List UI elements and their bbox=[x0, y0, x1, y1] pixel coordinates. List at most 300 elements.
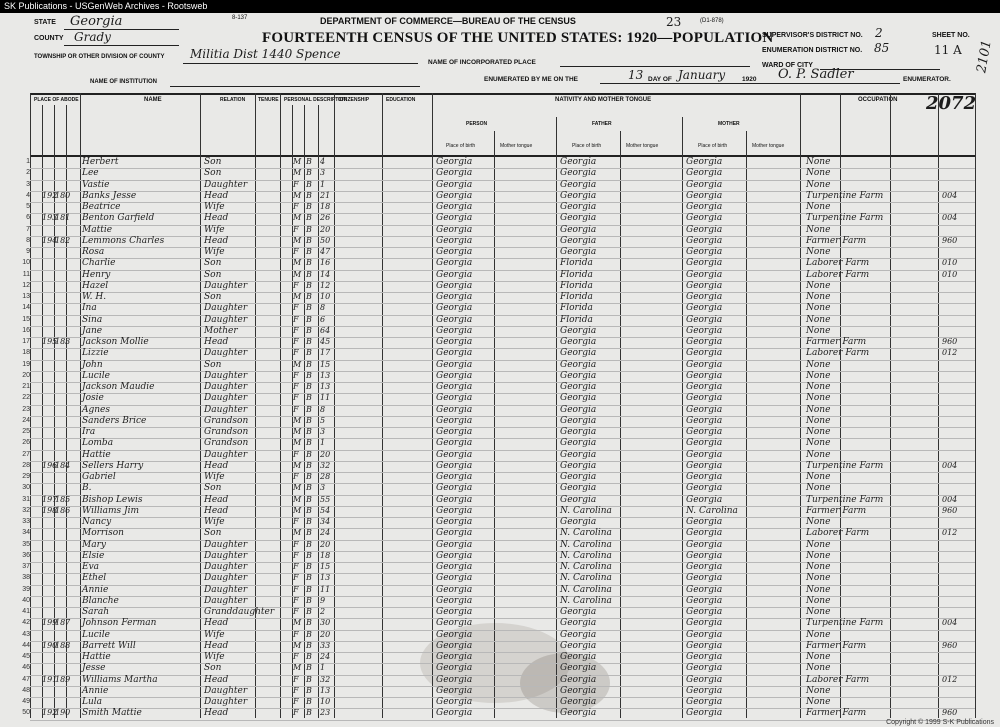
family-number: 185 bbox=[55, 494, 71, 504]
occupation: None bbox=[806, 595, 831, 606]
dwelling-number: 194 bbox=[42, 235, 58, 245]
row-number: 21 bbox=[22, 383, 30, 390]
age: 18 bbox=[320, 202, 331, 211]
occupation: None bbox=[806, 573, 831, 584]
row-number: 17 bbox=[22, 338, 30, 345]
occupation: None bbox=[806, 517, 831, 527]
occupation: Turpentine Farm bbox=[806, 460, 884, 471]
family-number: 181 bbox=[55, 213, 71, 223]
relation: Head bbox=[204, 494, 229, 505]
person-name: Lucile bbox=[82, 370, 110, 381]
col-rule bbox=[30, 93, 31, 718]
relation: Daughter bbox=[204, 539, 248, 550]
mother-birthplace: Georgia bbox=[686, 404, 723, 415]
relation: Head bbox=[204, 708, 229, 719]
occupation: None bbox=[806, 652, 831, 662]
family-number: 183 bbox=[55, 337, 71, 346]
person-birthplace: Georgia bbox=[436, 370, 473, 381]
occupation-code: 012 bbox=[942, 348, 958, 358]
sex: M bbox=[293, 460, 302, 470]
sub-mother-tongue: Mother tongue bbox=[752, 143, 785, 149]
age: 23 bbox=[320, 708, 331, 718]
person-name: Gabriel bbox=[82, 472, 116, 482]
dwelling-number: 195 bbox=[42, 337, 58, 346]
person-birthplace: Georgia bbox=[436, 629, 473, 640]
relation: Son bbox=[204, 292, 222, 302]
row-rule bbox=[30, 585, 975, 586]
person-birthplace: Georgia bbox=[436, 179, 473, 190]
father-birthplace: Georgia bbox=[560, 438, 597, 449]
mother-birthplace: Georgia bbox=[686, 393, 723, 404]
relation: Wife bbox=[204, 247, 225, 257]
mother-birthplace: Georgia bbox=[686, 663, 723, 674]
mother-birthplace: Georgia bbox=[686, 213, 723, 224]
col-rule bbox=[682, 117, 683, 718]
person-birthplace: Georgia bbox=[436, 359, 473, 370]
race: B bbox=[306, 460, 312, 470]
occupation: None bbox=[806, 393, 831, 404]
person-name: Ira bbox=[82, 427, 96, 437]
father-birthplace: Georgia bbox=[560, 652, 597, 662]
mother-birthplace: Georgia bbox=[686, 314, 723, 325]
row-rule bbox=[30, 720, 975, 721]
mother-birthplace: Georgia bbox=[686, 438, 723, 449]
person-birthplace: Georgia bbox=[436, 573, 473, 584]
row-rule bbox=[30, 450, 975, 451]
race: B bbox=[306, 528, 312, 538]
age: 8 bbox=[320, 404, 326, 414]
mother-birthplace: Georgia bbox=[686, 607, 723, 617]
row-number: 4 bbox=[26, 191, 30, 199]
person-name: Smith Mattie bbox=[82, 708, 142, 719]
occupation: None bbox=[806, 292, 831, 302]
row-number: 35 bbox=[22, 540, 30, 548]
person-name: Hattie bbox=[82, 652, 111, 662]
dept-title: DEPARTMENT OF COMMERCE—BUREAU OF THE CENSUS bbox=[320, 16, 576, 26]
institution-label: NAME OF INSTITUTION bbox=[90, 79, 157, 85]
row-rule bbox=[30, 168, 975, 169]
col-rule bbox=[800, 93, 801, 718]
section-tenure: TENURE bbox=[258, 97, 279, 103]
col-rule bbox=[334, 93, 335, 718]
mother-birthplace: Georgia bbox=[686, 179, 723, 190]
person-name: Williams Jim bbox=[82, 505, 140, 516]
enumerated-label: ENUMERATED BY ME ON THE bbox=[484, 76, 579, 83]
age: 16 bbox=[320, 258, 331, 268]
person-birthplace: Georgia bbox=[436, 550, 473, 561]
person-name: John bbox=[82, 359, 103, 370]
occupation: None bbox=[806, 472, 831, 482]
occupation: None bbox=[806, 404, 831, 415]
sex: F bbox=[293, 393, 299, 403]
family-number: 184 bbox=[55, 460, 71, 470]
father-birthplace: Georgia bbox=[560, 404, 597, 415]
row-number: 32 bbox=[22, 506, 30, 514]
race: B bbox=[306, 179, 312, 189]
relation: Head bbox=[204, 460, 229, 471]
row-number: 10 bbox=[22, 259, 30, 267]
section-occupation: OCCUPATION bbox=[858, 97, 898, 103]
age: 50 bbox=[320, 235, 331, 245]
mother-birthplace: Georgia bbox=[686, 303, 723, 314]
row-number: 19 bbox=[22, 360, 30, 368]
occupation: None bbox=[806, 539, 831, 550]
row-number: 28 bbox=[22, 461, 30, 469]
person-birthplace: Georgia bbox=[436, 472, 473, 482]
father-birthplace: Florida bbox=[560, 292, 593, 302]
occupation: None bbox=[806, 415, 831, 426]
relation: Head bbox=[204, 337, 229, 347]
age: 54 bbox=[320, 505, 331, 515]
relation: Daughter bbox=[204, 404, 248, 415]
row-rule bbox=[30, 416, 975, 417]
occupation-code: 960 bbox=[942, 505, 958, 515]
race: B bbox=[306, 539, 312, 549]
race: B bbox=[306, 640, 312, 650]
occupation: Turpentine Farm bbox=[806, 494, 884, 505]
relation: Mother bbox=[204, 325, 238, 336]
row-rule bbox=[30, 630, 975, 631]
sub-person-birth: Place of birth bbox=[446, 143, 476, 149]
dwelling-number: 192 bbox=[42, 708, 58, 718]
person-name: Jackson Maudie bbox=[82, 382, 155, 392]
race: B bbox=[306, 359, 312, 369]
father-birthplace: Georgia bbox=[560, 663, 597, 674]
occupation: Laborer Farm bbox=[806, 528, 870, 539]
col-rule bbox=[318, 105, 319, 718]
row-rule bbox=[30, 247, 975, 248]
occupation-code: 004 bbox=[942, 190, 958, 200]
sex: F bbox=[293, 247, 299, 256]
row-rule bbox=[30, 315, 975, 316]
relation: Son bbox=[204, 483, 222, 494]
header-bottom-rule bbox=[30, 155, 975, 157]
father-birthplace: Georgia bbox=[560, 427, 597, 437]
race: B bbox=[306, 618, 312, 628]
person-birthplace: Georgia bbox=[436, 280, 473, 291]
ward-line bbox=[820, 69, 940, 70]
occupation: None bbox=[806, 179, 831, 190]
age: 28 bbox=[320, 472, 331, 481]
race: B bbox=[306, 292, 312, 301]
mother-birthplace: Georgia bbox=[686, 697, 723, 707]
race: B bbox=[306, 168, 312, 178]
age: 9 bbox=[320, 595, 326, 605]
race: B bbox=[306, 505, 312, 515]
age: 3 bbox=[320, 483, 326, 493]
enumeration-district-label: ENUMERATION DISTRICT NO. bbox=[762, 47, 863, 54]
county-label: COUNTY bbox=[34, 35, 64, 42]
sex: M bbox=[293, 258, 302, 268]
person-name: Beatrice bbox=[82, 202, 121, 212]
row-number: 8 bbox=[26, 236, 30, 244]
relation: Son bbox=[204, 157, 222, 167]
person-name: Jackson Mollie bbox=[82, 337, 149, 347]
sex: M bbox=[293, 427, 302, 436]
father-birthplace: Georgia bbox=[560, 168, 597, 179]
sex: M bbox=[293, 640, 302, 650]
person-name: Johnson Ferman bbox=[82, 618, 157, 629]
occupation: None bbox=[806, 584, 831, 595]
occupation: None bbox=[806, 359, 831, 370]
relation: Daughter bbox=[204, 562, 248, 572]
age: 1 bbox=[320, 663, 326, 673]
person-name: Blanche bbox=[82, 595, 119, 606]
section-personal: PERSONAL DESCRIPTION bbox=[284, 97, 348, 103]
race: B bbox=[306, 427, 312, 436]
mother-birthplace: Georgia bbox=[686, 359, 723, 370]
mother-birthplace: Georgia bbox=[686, 235, 723, 246]
occupation: None bbox=[806, 370, 831, 381]
person-birthplace: Georgia bbox=[436, 517, 473, 527]
person-birthplace: Georgia bbox=[436, 674, 473, 685]
race: B bbox=[306, 303, 312, 313]
sex: F bbox=[293, 224, 299, 234]
age: 26 bbox=[320, 213, 331, 223]
age: 18 bbox=[320, 550, 331, 560]
col-rule bbox=[890, 93, 891, 718]
section-name: NAME bbox=[144, 97, 162, 103]
sub-father-birth: Place of birth bbox=[572, 143, 602, 149]
person-birthplace: Georgia bbox=[436, 292, 473, 302]
sex: M bbox=[293, 235, 302, 245]
row-rule bbox=[30, 326, 975, 327]
age: 30 bbox=[320, 618, 331, 628]
person-birthplace: Georgia bbox=[436, 247, 473, 257]
occupation: None bbox=[806, 685, 831, 696]
person-name: Charlie bbox=[82, 258, 116, 269]
father-birthplace: Georgia bbox=[560, 393, 597, 404]
occupation: None bbox=[806, 629, 831, 640]
row-number: 18 bbox=[22, 349, 30, 357]
father-birthplace: Florida bbox=[560, 314, 593, 325]
row-number: 34 bbox=[22, 529, 30, 537]
mother-birthplace: Georgia bbox=[686, 382, 723, 392]
person-birthplace: Georgia bbox=[436, 325, 473, 336]
row-number: 6 bbox=[26, 214, 30, 222]
age: 45 bbox=[320, 337, 331, 346]
occupation: None bbox=[806, 157, 831, 167]
race: B bbox=[306, 247, 312, 256]
mother-birthplace: Georgia bbox=[686, 539, 723, 550]
person-name: Sarah bbox=[82, 607, 109, 617]
sex: F bbox=[293, 607, 299, 616]
relation: Daughter bbox=[204, 303, 248, 314]
relation: Daughter bbox=[204, 370, 248, 381]
age: 33 bbox=[320, 640, 331, 650]
township-label: TOWNSHIP OR OTHER DIVISION OF COUNTY bbox=[34, 54, 165, 60]
race: B bbox=[306, 157, 312, 166]
dwelling-number: 191 bbox=[42, 674, 58, 684]
relation: Daughter bbox=[204, 314, 248, 325]
age: 4 bbox=[320, 157, 326, 166]
age: 8 bbox=[320, 303, 326, 313]
sex: F bbox=[293, 652, 299, 661]
age: 20 bbox=[320, 629, 331, 639]
relation: Grandson bbox=[204, 438, 249, 449]
person-birthplace: Georgia bbox=[436, 618, 473, 629]
race: B bbox=[306, 438, 312, 448]
relation: Wife bbox=[204, 652, 225, 662]
father-birthplace: N. Carolina bbox=[560, 539, 612, 550]
col-rule bbox=[200, 93, 201, 718]
person-name: Henry bbox=[82, 269, 111, 280]
col-rule bbox=[304, 105, 305, 718]
age: 20 bbox=[320, 449, 331, 459]
father-birthplace: Georgia bbox=[560, 348, 597, 359]
row-number: 9 bbox=[26, 248, 30, 255]
occupation-code: 960 bbox=[942, 235, 958, 245]
father-birthplace: Georgia bbox=[560, 483, 597, 494]
relation: Daughter bbox=[204, 595, 248, 606]
person-name: Hattie bbox=[82, 449, 111, 460]
relation: Daughter bbox=[204, 685, 248, 696]
father-birthplace: Georgia bbox=[560, 213, 597, 224]
person-name: Banks Jesse bbox=[82, 190, 137, 201]
occupation: Turpentine Farm bbox=[806, 213, 884, 224]
father-birthplace: N. Carolina bbox=[560, 562, 612, 572]
enumerated-line bbox=[600, 83, 900, 84]
father-birthplace: Florida bbox=[560, 303, 593, 314]
person-birthplace: Georgia bbox=[436, 202, 473, 212]
race: B bbox=[306, 337, 312, 346]
row-number: 37 bbox=[22, 563, 30, 570]
mother-birthplace: Georgia bbox=[686, 224, 723, 235]
occupation-code: 010 bbox=[942, 258, 958, 268]
person-name: Williams Martha bbox=[82, 674, 158, 685]
relation: Wife bbox=[204, 472, 225, 482]
age: 24 bbox=[320, 528, 331, 538]
row-number: 23 bbox=[22, 405, 30, 413]
age: 3 bbox=[320, 168, 326, 178]
sex: M bbox=[293, 213, 302, 223]
sex: F bbox=[293, 179, 299, 189]
father-birthplace: Georgia bbox=[560, 325, 597, 336]
row-rule bbox=[30, 517, 975, 518]
race: B bbox=[306, 584, 312, 594]
county-line bbox=[64, 45, 179, 46]
person-birthplace: Georgia bbox=[436, 224, 473, 235]
father-birthplace: Georgia bbox=[560, 697, 597, 707]
race: B bbox=[306, 494, 312, 504]
person-birthplace: Georgia bbox=[436, 539, 473, 550]
person-name: Morrison bbox=[82, 528, 124, 539]
person-name: Ina bbox=[82, 303, 97, 314]
occupation: Farmer Farm bbox=[806, 708, 867, 719]
relation: Daughter bbox=[204, 573, 248, 584]
sex: F bbox=[293, 325, 299, 335]
race: B bbox=[306, 674, 312, 684]
sex: F bbox=[293, 697, 299, 706]
father-birthplace: Georgia bbox=[560, 494, 597, 505]
race: B bbox=[306, 404, 312, 414]
sheet-number-top: 23 bbox=[666, 15, 682, 29]
age: 64 bbox=[320, 325, 331, 335]
sex: F bbox=[293, 337, 299, 346]
sex: M bbox=[293, 269, 302, 279]
mother-birthplace: Georgia bbox=[686, 629, 723, 640]
person-birthplace: Georgia bbox=[436, 269, 473, 280]
row-number: 41 bbox=[22, 608, 30, 615]
father-birthplace: Georgia bbox=[560, 607, 597, 617]
mother-birthplace: Georgia bbox=[686, 494, 723, 505]
occupation: None bbox=[806, 280, 831, 291]
race: B bbox=[306, 573, 312, 583]
father-birthplace: Georgia bbox=[560, 157, 597, 167]
father-birthplace: Georgia bbox=[560, 179, 597, 190]
row-rule bbox=[30, 540, 975, 541]
relation: Head bbox=[204, 235, 229, 246]
father-birthplace: Georgia bbox=[560, 359, 597, 370]
sex: F bbox=[293, 303, 299, 313]
row-rule bbox=[30, 607, 975, 608]
age: 10 bbox=[320, 697, 331, 706]
mother-birthplace: Georgia bbox=[686, 449, 723, 460]
dwelling-number: 198 bbox=[42, 505, 58, 515]
father-birthplace: Florida bbox=[560, 269, 593, 280]
col-rule bbox=[938, 93, 939, 718]
mother-birthplace: Georgia bbox=[686, 427, 723, 437]
dwelling-number: 199 bbox=[42, 618, 58, 628]
race: B bbox=[306, 562, 312, 571]
race: B bbox=[306, 258, 312, 268]
sheet-label: SHEET NO. bbox=[932, 32, 970, 39]
row-number: 12 bbox=[22, 281, 30, 289]
relation: Son bbox=[204, 269, 222, 280]
person-name: Jesse bbox=[82, 663, 106, 674]
mother-birthplace: Georgia bbox=[686, 190, 723, 201]
relation: Daughter bbox=[204, 280, 248, 291]
relation: Head bbox=[204, 640, 229, 651]
state-label: STATE bbox=[34, 19, 56, 26]
person-name: Sellers Harry bbox=[82, 460, 144, 471]
age: 13 bbox=[320, 573, 331, 583]
person-birthplace: Georgia bbox=[436, 595, 473, 606]
race: B bbox=[306, 685, 312, 695]
mother-birthplace: Georgia bbox=[686, 595, 723, 606]
family-number: 188 bbox=[55, 640, 71, 650]
section-relation: RELATION bbox=[220, 97, 246, 103]
age: 24 bbox=[320, 652, 331, 661]
mother-birthplace: Georgia bbox=[686, 247, 723, 257]
relation: Grandson bbox=[204, 415, 249, 426]
mother-birthplace: Georgia bbox=[686, 202, 723, 212]
race: B bbox=[306, 202, 312, 211]
person-birthplace: Georgia bbox=[436, 168, 473, 179]
race: B bbox=[306, 370, 312, 380]
sub-father: FATHER bbox=[592, 121, 612, 127]
row-rule bbox=[30, 427, 975, 428]
dwelling-number: 190 bbox=[42, 640, 58, 650]
father-birthplace: Georgia bbox=[560, 708, 597, 719]
occupation: None bbox=[806, 382, 831, 392]
relation: Wife bbox=[204, 202, 225, 212]
dwelling-number: 193 bbox=[42, 213, 58, 223]
sex: M bbox=[293, 438, 302, 448]
relation: Daughter bbox=[204, 449, 248, 460]
dwelling-number: 196 bbox=[42, 460, 58, 470]
race: B bbox=[306, 325, 312, 335]
row-number: 24 bbox=[22, 416, 30, 424]
incorporated-place-line bbox=[560, 66, 750, 67]
sex: F bbox=[293, 629, 299, 639]
occupation-code: 010 bbox=[942, 269, 958, 279]
person-birthplace: Georgia bbox=[436, 505, 473, 516]
father-birthplace: Georgia bbox=[560, 337, 597, 347]
row-number: 14 bbox=[22, 304, 30, 312]
row-number: 33 bbox=[22, 518, 30, 525]
row-number: 7 bbox=[26, 225, 30, 233]
